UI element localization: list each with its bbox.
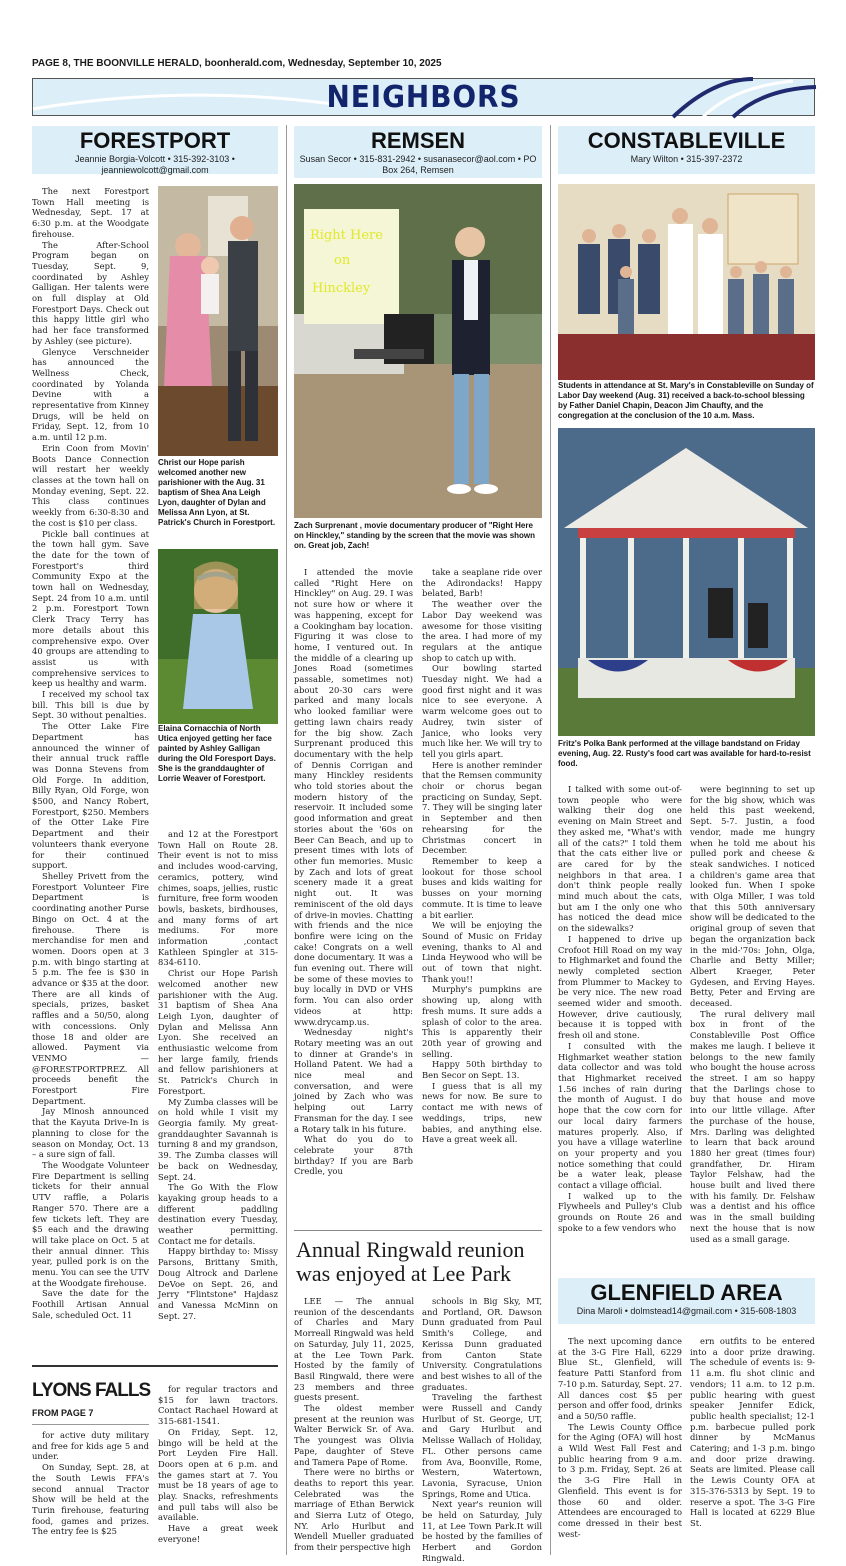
forestport-contact: Jeannie Borgia-Volcott • 315-392-3103 • jeanniewolcott@gmail.com: [75, 154, 235, 175]
ringwald-column-1: [294, 1296, 414, 1552]
remsen-header: [294, 126, 542, 178]
paragraph: Traveling the farthest were Russell and Candy Hurlbut of St. George, UT, and Gary Hurlbut and Melisse Wallach of Holiday, FL. Other persons came from Ava, Boonville, Rome, Western, Watertown, Lavonia, Syracuse, Union Springs, Rome and Utica.: [422, 1392, 542, 1499]
paragraph: There were no births or deaths to report this year. Celebrated was the marriage of Ethan Berwick and Sierra Lutz of Otego, NY. Arlo Hurlbut and Wendell Mueller graduated from their perspective high: [294, 1467, 414, 1553]
paragraph: The next Forestport Town Hall meeting is Wednesday, Sept. 17 at 6:30 p.m. at the Woodgate firehouse.: [32, 186, 149, 239]
paragraph: ern outfits to be entered into a door prize drawing. The schedule of events is: 9-11 a.m. flu shot clinic and vendors; 11 a.m. to 12 p.m. public hearing with guest speaker Jennifer Edick, public health specialist; 12-1 p.m. barbecue pulled pork dinner by McManus Catering; and 1-3 p.m. bingo and door prize drawing. Seats are limited. Please call the Lewis County OFA at 315-376-5313 by Sept. 19 to reserve a spot. The 3-G Fire Hall is located at 6229 Blue St.: [690, 1336, 815, 1528]
paragraph: Our bowling started Tuesday night. We had a good first night and it was nice to see everyone. A warm welcome goes out to Audrey, twin sister of Janice, who looks very much like her. We will try to tell you girls apart.: [422, 663, 542, 759]
photo-face-painting: [158, 549, 278, 724]
column-divider: [550, 125, 551, 1555]
paragraph: and 12 at the Forestport Town Hall on Route 28. Their event is not to miss and includes wood-carving, ceramics, pottery, wind chimes, soaps, jellies, rustic furniture, free form wooden bowls, baskets, birdhouses, and many forms of art mediums. For more information ,contact Kathleen Spingler at 315-834-6110.: [158, 829, 278, 968]
paragraph: I consulted with the Highmarket weather station data collector and was told that Highmarket received 1.56 inches of rain during the month of August. I do hope that the cow corn for our local dairy farmers matures properly. Also, if you have a village waterline on your property and you notice something that could be a water leak, please contact a village official.: [558, 1040, 682, 1191]
paragraph: Jay Minosh announced that the Kayuta Drive-In is planning to close for the season on Monday, Oct. 13 – a sure sign of fall.: [32, 1106, 149, 1160]
paragraph: The next upcoming dance at the 3-G Fire Hall, 6229 Blue St., Glenfield, will feature Patti Stanford from 7-10 p.m. Saturday, Sept. 27. All dances cost $5 per person and offer food, drinks and a 50/50 raffle.: [558, 1336, 682, 1421]
paragraph: Save the date for the Foothill Artisan Annual Sale, scheduled Oct. 11: [32, 1288, 149, 1320]
paragraph: I walked up to the Flywheels and Pulley's Club grounds on Route 26 and spoke to a few vendors who: [558, 1190, 682, 1233]
lyons-rule: [32, 1365, 278, 1367]
constableville-column-1: [558, 784, 682, 1264]
paragraph: Shelley Privett from the Forestport Volunteer Fire Department is coordinating another Purse Bingo on Oct. 4 at the firehouse. There is merchandise for men and women. Doors open at 3 p.m. with bingo starting at 5 p.m. The fee is $30 in advance or $35 at the door. There are all kinds of specials, prizes, basket raffles and a 50/50, along with concessions. Only those 18 and older are allowed. Payment via VENMO — @FORESTPORTPREZ. All proceeds benefit the Forestport Fire Department.: [32, 871, 149, 1106]
remsen-contact: Susan Secor • 315-831-2942 • susanasecor@aol.com • PO Box 264, Remsen: [299, 154, 537, 175]
forestport-column-1: [32, 186, 149, 1348]
photo-bandstand: [558, 428, 815, 736]
paragraph: I talked with some out-of-town people who were walking their dog one evening on Main Street and they asked me, "What's with all of the cats?" I told them that the cats either live or are cared for by the neighbors in that area. I don't think people really mind much about the cats, but am I the only one who has noticed the dead mice on the sidewalks?: [558, 784, 682, 934]
paragraph: Next year's reunion will be held on Saturday, July 11, at Lee Town Park.It will be hosted by the families of Herbert and Gordon Ringwald.: [422, 1499, 542, 1563]
svg-text:Hinckley: Hinckley: [312, 281, 371, 296]
paragraph: Happy 50th birthday to Ben Secor on Sept. 13.: [422, 1059, 542, 1081]
sign-text: Right Here: [310, 228, 383, 243]
photo-baptism: [158, 186, 278, 456]
constableville-column-2: [690, 784, 815, 1264]
glenfield-contact: Dina Maroli • dolmstead14@gmail.com • 315-608-1803: [576, 1306, 797, 1316]
paragraph: On Sunday, Sept. 28, at the South Lewis FFA's second annual Tractor Show will be held at the Turin firehouse, featuring food, games and prizes. The entry fee is $25: [32, 1462, 149, 1537]
constableville-title: CONSTABLEVILLE: [587, 128, 786, 153]
lyons-column-1: [32, 1430, 149, 1548]
paragraph: take a seaplane ride over the Adirondacks! Happy belated, Barb!: [422, 567, 542, 599]
lyons-subrule: [32, 1424, 149, 1425]
glenfield-header: [558, 1278, 815, 1324]
paragraph: The rural delivery mail box in front of the Constableville Post Office makes me laugh. I believe it belongs to the new family who bought the house across the street. I am so happy that the Darlings chose to buy that house and move into our little village. After the purchase of the house, Mrs. Darling was delighted to learn that back around 1880 her great (times four) grandfather, Dr. Hiram Taylor Felshaw, had the house built and lived there with his family. Dr. Felshaw was a dentist and his office was in the small building next the house that is now used as a small garage.: [690, 1008, 815, 1244]
lyons-column-2: [158, 1384, 278, 1548]
constableville-header: [558, 126, 815, 174]
paragraph: The After-School Program began on Tuesday, Sept. 9, coordinated by Ashley Galligan. Her talents were on full display at Old Forestport Days. Check out this happy little girl who had her face transformed by Ashley (see picture).: [32, 239, 149, 346]
caption-bandstand: Fritz's Polka Bank performed at the village bandstand on Friday evening, Aug. 22. Rusty's food cart was available for hard-to-resist food.: [558, 739, 811, 768]
glenfield-title: GLENFIELD AREA: [590, 1280, 783, 1305]
caption-zach: Zach Surprenant , movie documentary producer of "Right Here on Hinckley," standing by the screen that the movie was shown on. Great job, Zach!: [294, 521, 536, 550]
remsen-column-1: [294, 567, 413, 1177]
paragraph: The Go With the Flow kayaking group heads to a different paddling destination every Tuesday, weather permitting. Contact me for details.: [158, 1182, 278, 1246]
caption-baptism: Christ our Hope parish welcomed another new parishioner with the Aug. 31 baptism of Shea Ana Leigh Lyon, daughter of Dylan and Melissa Ann Lyon, at St. Patrick's Church in Forestport.: [158, 458, 276, 527]
paragraph: Murphy's pumpkins are showing up, along with fresh mums. It sure adds a splash of color to the area. This is apparently their 20th year of growing and selling.: [422, 984, 542, 1059]
paragraph: I happened to drive up Crofoot Hill Road on my way to Highmarket and found the newly completed section from Plummer to Mackey to be very nice. The new road seemed wider and smooth. However, drive cautiously, because it is topped with fresh oil and stone.: [558, 933, 682, 1041]
paragraph: I attended the movie called "Right Here on Hinckley" on Aug. 29. I was not sure how or where it was happening, except for a Cookingham bay location. Figuring it was close to home, I ventured out. In the middle of a clearing up Jones Road (sometimes passable, sometimes not) about 20-30 cars were parked and many locals who looked familiar were getting lawn chairs ready for the big show. Zach Surprenant produced this documentary with the help of Dennis Corrigan and many Hinckley residents who told stories about the modern history of the reservoir. It included some good information and great stories about the '60s on Beer Can Beach, and up to present times with lots of other fun memories. Music by Zach and lots of great scenery made it a great night out. It was reminiscent of the old days of drive-in movies. Chatting with friends and the nice bonfire were icing on the cake! Congrats on a well done documentary. It was a fun evening out. There will be some of these movies to buy locally in DVD or VHS form. You can also order videos at http: www.drycamp.us.: [294, 567, 413, 1027]
paragraph: for regular tractors and $15 for lawn tractors. Contact Rachael Howard at 315-681-1541.: [158, 1384, 278, 1427]
paragraph: Glenyce Verschneider has announced the Wellness Check, coordinated by Yolanda Devine with a representative from Kinney Drugs, will be held on Friday, Sept. 12, from 10 a.m. until 12 p.m.: [32, 346, 149, 443]
paragraph: Wednesday night's Rotary meeting was an out to dinner at Grande's in Holland Patent. We had a nice meal and conversation, and were joined by Zach who was helping out Larry Fransman for the day. I see a Rotary talk in his future.: [294, 1027, 413, 1134]
paragraph: Happy birthday to: Missy Parsons, Brittany Smith, Doug Altrock and Darlene DeVoe on Sept. 26, and Jerry "Flintstone" Hajdasz and Vanessa McMinn on Sept. 27.: [158, 1246, 278, 1321]
lyons-falls-sub: FROM PAGE 7: [32, 1408, 94, 1418]
ringwald-column-2: [422, 1296, 542, 1563]
paragraph: Pickle ball continues at the town hall gym. Save the date for the town of Forestport's third Community Expo at the town hall on Wednesday, Sept. 24 from 10 a.m. until 2 p.m. Forestport Town Clerk Tracy Terry has more details about this comprehensive expo. Over 40 groups are attending to assist us with comprehensive services to keep us healthy and warm.: [32, 528, 149, 689]
paragraph: were beginning to set up for the big show, which was held this past weekend, Sept. 5-7. Justin, a food vendor, made me hungry when he told me about his pulled pork and cheese & steak sandwiches. I noticed a children's game area that looked fun. When I spoke with Olga Miller, I was told that this 50th anniversary show will be dedicated to the original group of seven that began the organization back in the mid-'70s: John, Olga, Charlie and Betty Miller; Albert Kraeger, Peter Gydesen, and Erving Hayes. Betty, Peter and Erving are deceased.: [690, 784, 815, 1009]
paragraph: LEE — The annual reunion of the descendants of Charles and Mary Morreall Ringwald was held on Saturday, July 11, 2025, at the Lee Town Park. Hosted by the family of Basil Ringwald, there were 23 members and three guests present.: [294, 1296, 414, 1403]
paragraph: The oldest member present at the reunion was Walter Berwick Sr. of Ava. The youngest was Olivia Pape, daughter of Steve and Tamera Pape of Rome.: [294, 1403, 414, 1467]
forestport-title: FORESTPORT: [79, 128, 231, 153]
paragraph: Have a great week everyone!: [158, 1523, 278, 1544]
paragraph: Christ our Hope Parish welcomed another new parishioner with the Aug. 31 baptism of Shea Ana Leigh Lyon, daughter of Dylan and Melissa Ann Lyon. She received an enthusiastic welcome from her large family, friends and fellow parishioners at St. Patrick's Church in Forestport.: [158, 968, 278, 1096]
paragraph: The Lewis County Office for the Aging (OFA) will host a Wild West Fall Fest and public hearing from 9 a.m. to 3 p.m. Friday, Sept. 26 at the 3-G Fire Hall in Glenfield. This event is for those 60 and older. Attendees are encouraged to come dressed in their best west-: [558, 1421, 682, 1539]
paragraph: Remember to keep a lookout for those school buses and kids waiting for busses on your morning commute. It is time to leave a bit earlier.: [422, 855, 542, 920]
forestport-column-2: [158, 829, 278, 1349]
column-divider: [286, 125, 287, 1555]
paragraph: schools in Big Sky, MT, and Portland, OR. Dawson Dunn graduated from Paul Smith's College, and Kerissa Dunn graduated from Canton State University. Congratulations and best wishes to all of the graduates.: [422, 1296, 542, 1392]
banner-title: NEIGHBORS: [326, 80, 521, 115]
paragraph: What do you do to celebrate your 87th birthday? If you are Barb Credle, you: [294, 1134, 413, 1177]
svg-text:on: on: [334, 253, 351, 268]
neighbors-banner: [32, 78, 815, 116]
caption-church-students: Students in attendance at St. Mary's in Constableville on Sunday of Labor Day weekend (Aug. 31) received a back-to-school blessing by Father Daniel Chapin, Deacon Jim Chaufty, and the congregation at the conclusion of the 10 a.m. Mass.: [558, 381, 814, 420]
glenfield-column-1: [558, 1336, 682, 1554]
remsen-title: REMSEN: [370, 128, 466, 153]
paragraph: The Otter Lake Fire Department has announced the winner of their annual truck raffle was Donna Stevens from Old Forge. In addition, Billy Ryan, Old Forge, won $500, and Nancy Robert, Forestport, $250. Members of the Otter Lake Fire Department and their volunteers thank everyone for their continued support.: [32, 721, 149, 871]
paragraph: The Woodgate Volunteer Fire Department is selling tickets for their annual UTV raffle, a Polaris Ranger 570. There are a few tickets left. They are $5 each and the drawing will take place on Oct. 5 at their annual dinner. This year, pulled pork is on the menu. You can see the UTV at the Woodgate firehouse.: [32, 1159, 149, 1288]
paragraph: We will be enjoying the Sound of Music on Friday evening, thanks to Al and Linda Heywood who will be out of town that night. Thank you!!: [422, 920, 542, 984]
lyons-falls-title: LYONS FALLS: [32, 1380, 151, 1401]
ringwald-headline: Annual Ringwald reunion was enjoyed at Lee Park: [296, 1237, 525, 1286]
paragraph: My Zumba classes will be on hold while I visit my Georgia family. My great-granddaughter Savannah is turning 8 and my grandson, 39. The Zumba classes will be back on Wednesday, Sept. 24.: [158, 1096, 278, 1182]
paragraph: Here is another reminder that the Remsen community choir or chorus began practicing on Sunday, Sept. 7. They will be singing later in September and then rehearsing for the Christmas concert in December.: [422, 759, 542, 856]
constableville-contact: Mary Wilton • 315-397-2372: [630, 154, 743, 164]
paragraph: I received my school tax bill. This bill is due by Sept. 30 without penalties.: [32, 689, 149, 721]
forestport-header: [32, 126, 278, 174]
photo-church-students: [558, 184, 815, 380]
remsen-column-2: [422, 567, 542, 1145]
ringwald-rule: [294, 1230, 542, 1231]
paragraph: On Friday, Sept. 12, bingo will be held at the Port Leyden Fire Hall. Doors open at 6 p.m. and the games start at 7. You must be 18 years of age to play. Snacks, refreshments and pull tabs will also be available.: [158, 1426, 278, 1523]
folio-line: PAGE 8, THE BOONVILLE HERALD, boonherald.com, Wednesday, September 10, 2025: [32, 58, 442, 69]
paragraph: The weather over the Labor Day weekend was awesome for those visiting the area. I had more of my regulars at the antique shop to catch up with.: [422, 599, 542, 663]
photo-zach-surprenant: [294, 184, 542, 518]
glenfield-column-2: [690, 1336, 815, 1554]
paragraph: I guess that is all my news for now. Be sure to contact me with news of weddings, trips, new babies, and anything else. Have a great week all.: [422, 1080, 542, 1145]
paragraph: Erin Coon from Movin' Boots Dance Connection will restart her weekly classes at the town hall on Monday evening, Sept. 22. This class continues weekly from 6:30-8:30 and the cost is $10 per class.: [32, 442, 149, 528]
paragraph: for active duty military and free for kids age 5 and under.: [32, 1430, 149, 1462]
caption-face-painting: Elaina Cornacchia of North Utica enjoyed getting her face painted by Ashley Galligan during the Old Foresport Days. She is the granddaughter of Lorrie Weaver of Forestport.: [158, 724, 276, 783]
